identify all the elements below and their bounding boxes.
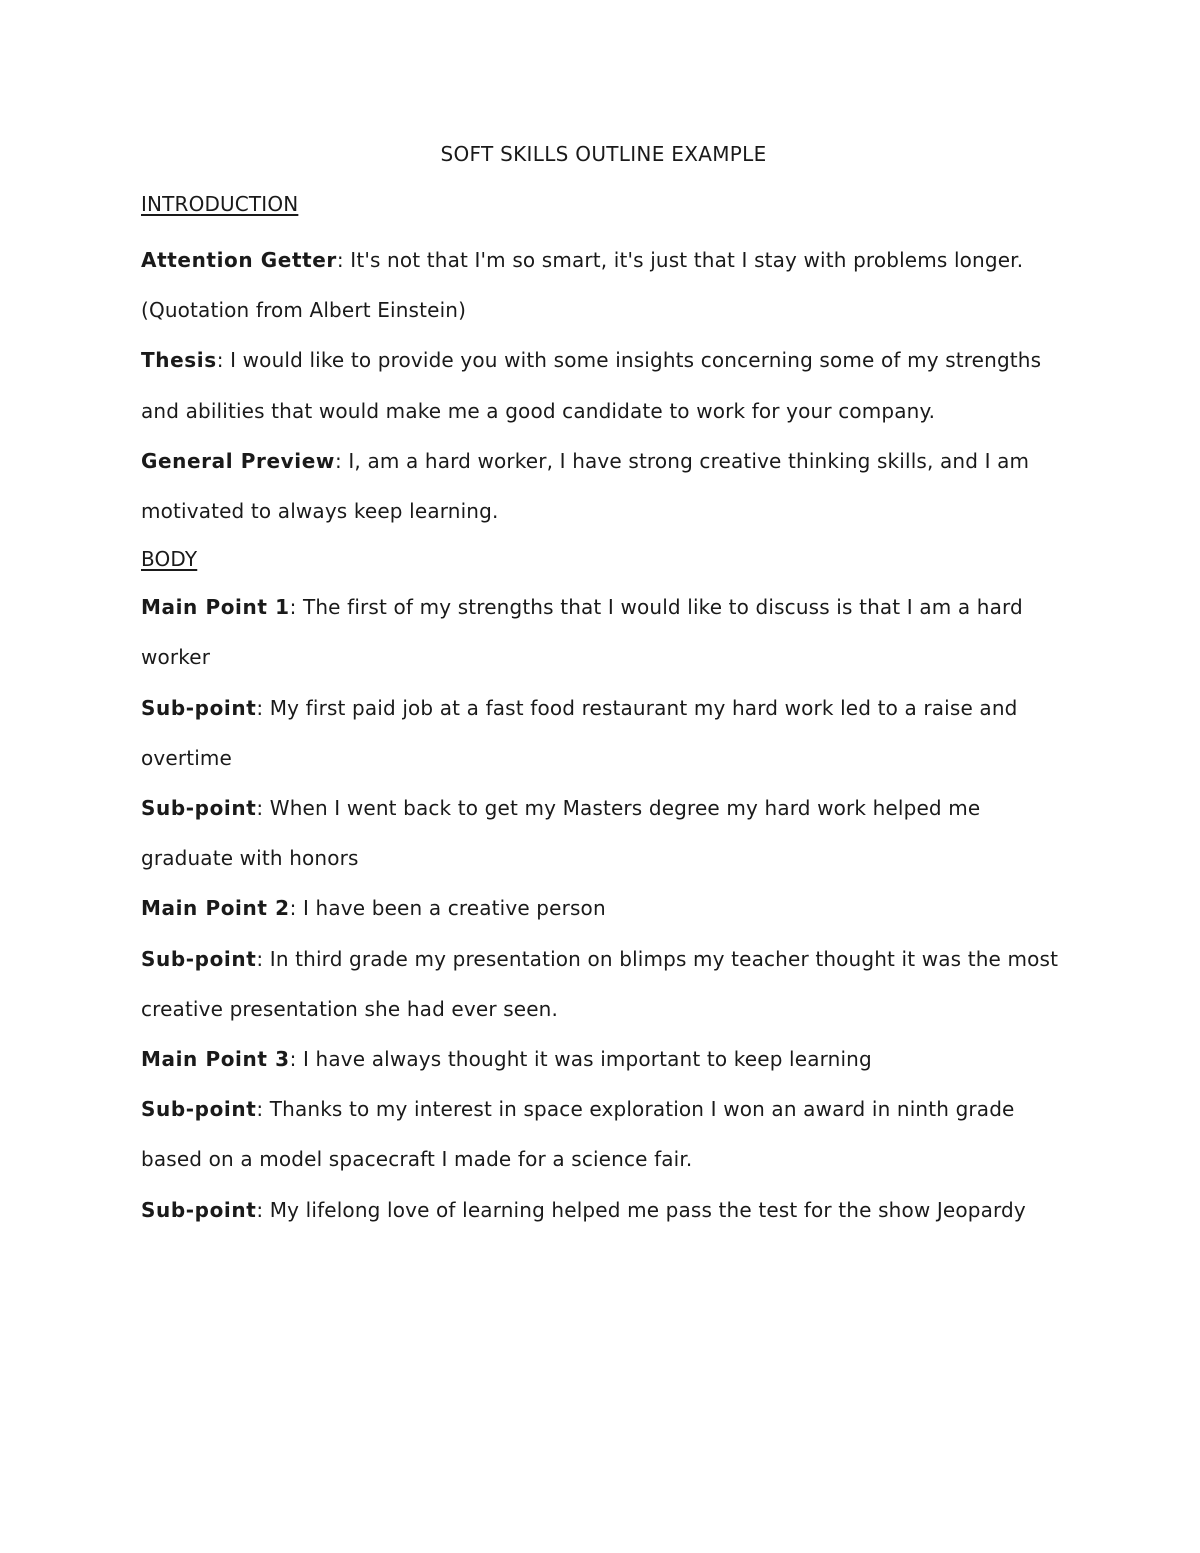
thesis-label: Thesis: [141, 348, 217, 373]
main-point-2-text: : I have been a creative person: [289, 896, 606, 921]
sub-point-2a-text: : In third grade my presentation on blimps my teacher thought it was the most creative presentation she had ever seen.: [141, 946, 1059, 1021]
main-point-2-label: Main Point 2: [141, 896, 290, 921]
document-title: SOFT SKILLS OUTLINE EXAMPLE: [440, 142, 767, 166]
main-point-2-paragraph: [141, 883, 1066, 933]
thesis-paragraph: [141, 335, 1066, 435]
sub-point-3b-text: : My lifelong love of learning helped me pass the test for the show Jeopardy: [256, 1197, 1026, 1222]
body-heading: BODY: [141, 547, 198, 572]
main-point-1-text: : The first of my strengths that I would like to discuss is that I am a hard worker: [141, 595, 1023, 670]
sub-point-3b-label: Sub-point: [141, 1197, 257, 1222]
introduction-heading: INTRODUCTION: [141, 192, 299, 216]
general-preview-label: General Preview: [141, 448, 335, 473]
sub-point-2a-label: Sub-point: [141, 946, 257, 971]
sub-point-2a-paragraph: [141, 934, 1066, 1034]
sub-point-3a-paragraph: [141, 1084, 1066, 1184]
sub-point-1b-label: Sub-point: [141, 796, 257, 821]
sub-point-1b-paragraph: [141, 783, 1066, 883]
sub-point-1a-paragraph: [141, 683, 1066, 783]
sub-point-3a-label: Sub-point: [141, 1097, 257, 1122]
attention-getter-label: Attention Getter: [141, 248, 337, 272]
attention-getter-text: : It's not that I'm so smart, it's just that I stay with problems longer. (Quotation from Albert Einstein): [141, 248, 1024, 323]
thesis-text: : I would like to provide you with some insights concerning some of my strengths and abilities that would make me a good candidate to work for your company.: [141, 348, 1042, 423]
sub-point-3b-paragraph: [141, 1185, 1066, 1235]
main-point-3-label: Main Point 3: [141, 1047, 290, 1072]
sub-point-3a-text: : Thanks to my interest in space exploration I won an award in ninth grade based on a model spacecraft I made for a science fair.: [141, 1097, 1015, 1172]
main-point-1-paragraph: [141, 582, 1066, 682]
sub-point-1b-text: : When I went back to get my Masters degree my hard work helped me graduate with honors: [141, 796, 981, 871]
general-preview-paragraph: [141, 436, 1066, 536]
sub-point-1a-label: Sub-point: [141, 695, 257, 720]
main-point-3-text: : I have always thought it was important to keep learning: [289, 1047, 872, 1072]
main-point-3-paragraph: [141, 1034, 1066, 1084]
general-preview-text: : I, am a hard worker, I have strong creative thinking skills, and I am motivated to always keep learning.: [141, 448, 1030, 524]
main-point-1-label: Main Point 1: [141, 595, 290, 620]
sub-point-1a-text: : My first paid job at a fast food restaurant my hard work led to a raise and overtime: [141, 695, 1018, 770]
document-content: [141, 137, 1066, 1235]
attention-getter-paragraph: [141, 235, 1066, 335]
